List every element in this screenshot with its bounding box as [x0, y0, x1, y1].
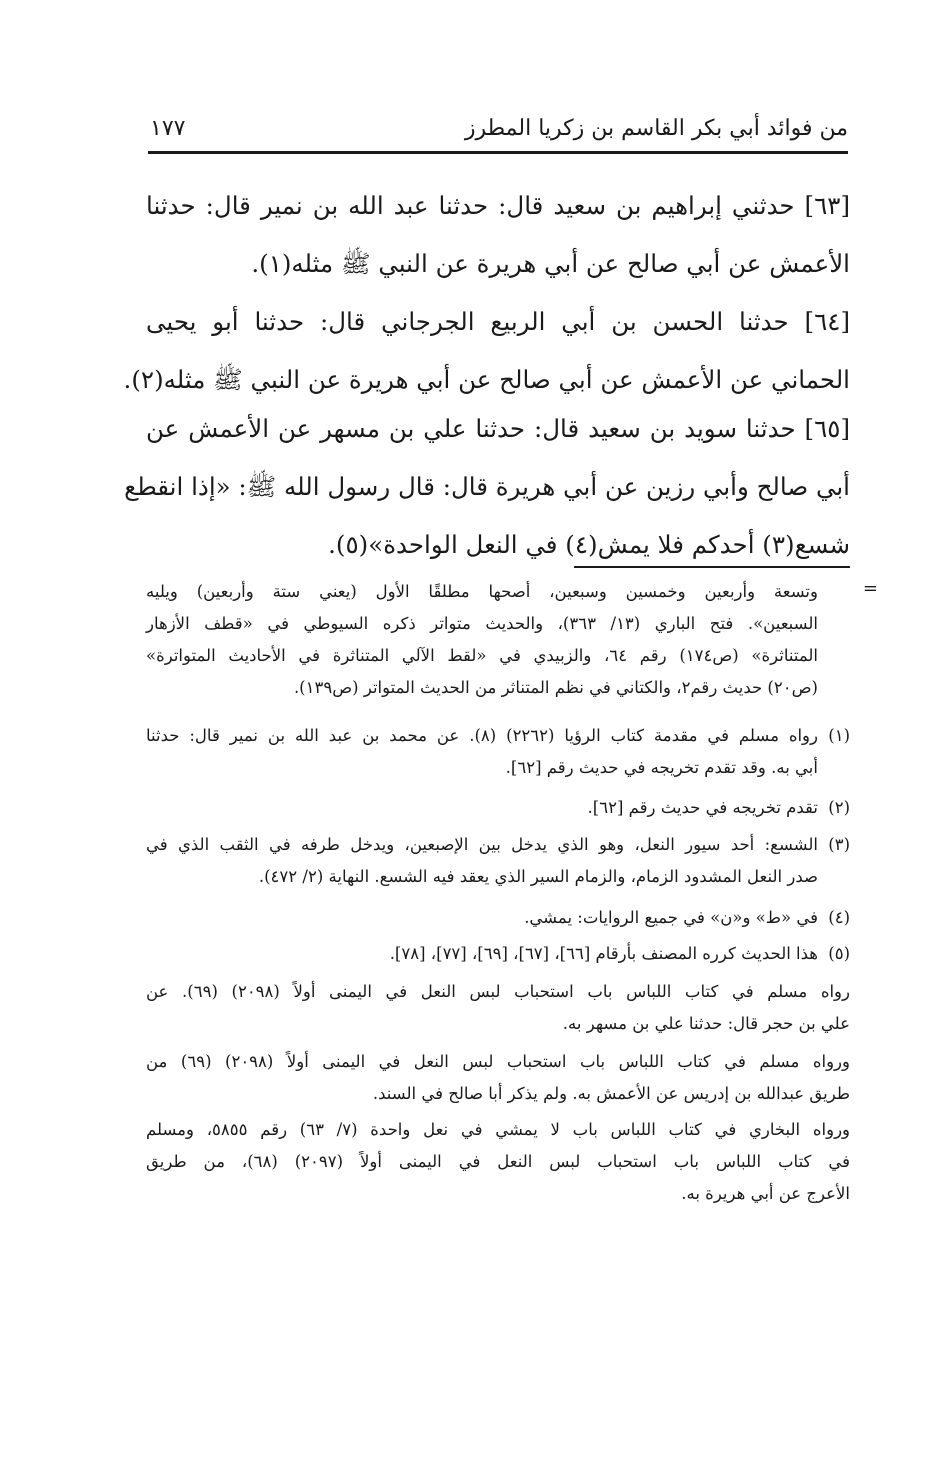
text-line: الحماني عن الأعمش عن أبي صالح عن أبي هريرة عن النبي ﷺ مثله(٢). — [123, 365, 850, 394]
footnote-line: رواه مسلم في مقدمة كتاب الرؤيا (٢٢٦٢) (٨). عن محمد بن عبد الله بن نمير قال: حدثنا — [146, 726, 818, 745]
footnote-line: في كتاب اللباس باب استحباب لبس النعل في اليمنى أولاً (٢٠٩٧) (٦٨)، من طريق — [146, 1152, 850, 1171]
hadith-64 — [123, 293, 850, 409]
footnote-line: أبي به. وقد تقدم تخريجه في حديث رقم [٦٢]. — [505, 758, 818, 777]
footnote-line: في «ط» و«ن» في جميع الروايات: يمشي. — [524, 908, 818, 927]
text-line: [٦٣] حدثني إبراهيم بن سعيد قال: حدثنا عبد الله بن نمير قال: حدثنا — [146, 191, 850, 220]
continuation-mark: = — [862, 578, 878, 599]
footnote-number: (٤) — [828, 908, 850, 927]
footnote-number: (١) — [828, 726, 850, 745]
text-line: الأعمش عن أبي صالح عن أبي هريرة عن النبي ﷺ مثله(١). — [251, 249, 850, 278]
footnote-line: ورواه البخاري في كتاب اللباس باب لا يمشي في نعل واحدة (٧/ ٦٣) رقم ٥٨٥٥، ومسلم — [146, 1120, 851, 1139]
footnote-line: (ص٢٠) حديث رقم٢، والكتاني في نظم المتناثر من الحديث المتواتر (ص١٣٩). — [293, 678, 818, 697]
footnote-line: علي بن حجر قال: حدثنا علي بن مسهر به. — [562, 1014, 850, 1033]
footnote-number: (٢) — [828, 798, 850, 817]
footnote-1 — [146, 720, 850, 784]
hadith-63 — [146, 177, 850, 293]
running-header-title: من فوائد أبي بكر القاسم بن زكريا المطرز — [464, 116, 848, 141]
footnote-line: هذا الحديث كرره المصنف بأرقام [٦٦]، [٦٧]، [٦٩]، [٧٧]، [٧٨]. — [389, 944, 818, 963]
footnote-line: الشسع: أحد سيور النعل، وهو الذي يدخل بين الإصبعين، ويدخل طرفه في الثقب الذي في — [146, 835, 818, 854]
footnote-line: تقدم تخريجه في حديث رقم [٦٢]. — [587, 798, 818, 817]
text-line: شسع(٣) أحدكم فلا يمش(٤) في النعل الواحدة»(٥). — [328, 530, 850, 559]
text-line: [٦٤] حدثنا الحسن بن أبي الربيع الجرجاني قال: حدثنا أبو يحيى — [146, 307, 850, 336]
footnote-2 — [146, 792, 850, 824]
header-divider — [148, 151, 848, 154]
footnote-line: ورواه مسلم في كتاب اللباس باب استحباب لبس النعل في اليمنى أولاً (٢٠٩٨) (٦٩) من — [146, 1052, 850, 1071]
text-line: [٦٥] حدثنا سويد بن سعيد قال: حدثنا علي بن مسهر عن الأعمش عن — [146, 414, 850, 443]
footnote-continuation — [146, 576, 878, 704]
footnote-5-details — [146, 976, 850, 1210]
footnote-line: السبعين». فتح الباري (١٣/ ٣٦٣)، والحديث متواتر ذكره السيوطي في «قطف الأزهار — [146, 614, 818, 633]
text-line: أبي صالح وأبي رزين عن أبي هريرة قال: قال رسول الله ﷺ: «إذا انقطع — [124, 472, 850, 501]
footnote-line: طريق عبدالله بن إدريس عن الأعمش به. ولم يذكر أبا صالح في السند. — [372, 1084, 850, 1103]
footnote-line: وتسعة وأربعين وخمسين وسبعين، أصحها مطلقًا الأول (يعني ستة وأربعين) ويليه — [146, 582, 818, 601]
footnote-3 — [146, 829, 850, 893]
footnote-line: المتناثرة» (ص١٧٤) رقم ٦٤، والزبيدي في «لقط الآلي المتناثرة في الأحاديث المتواترة» — [146, 646, 819, 665]
footnote-line: رواه مسلم في كتاب اللباس باب استحباب لبس النعل في اليمنى أولاً (٢٠٩٨) (٦٩). عن — [146, 982, 850, 1001]
footnote-divider — [574, 566, 850, 568]
footnote-line: صدر النعل المشدود الزمام، والزمام السير الذي يعقد فيه الشسع. النهاية (٢/ ٤٧٢). — [258, 867, 818, 886]
footnote-4 — [146, 902, 850, 934]
page-number: ١٧٧ — [150, 116, 186, 141]
hadith-65 — [124, 400, 850, 574]
footnote-number: (٥) — [828, 944, 850, 963]
footnote-line: الأعرج عن أبي هريرة به. — [681, 1184, 850, 1203]
footnote-5 — [146, 938, 850, 970]
footnote-number: (٣) — [828, 835, 850, 854]
